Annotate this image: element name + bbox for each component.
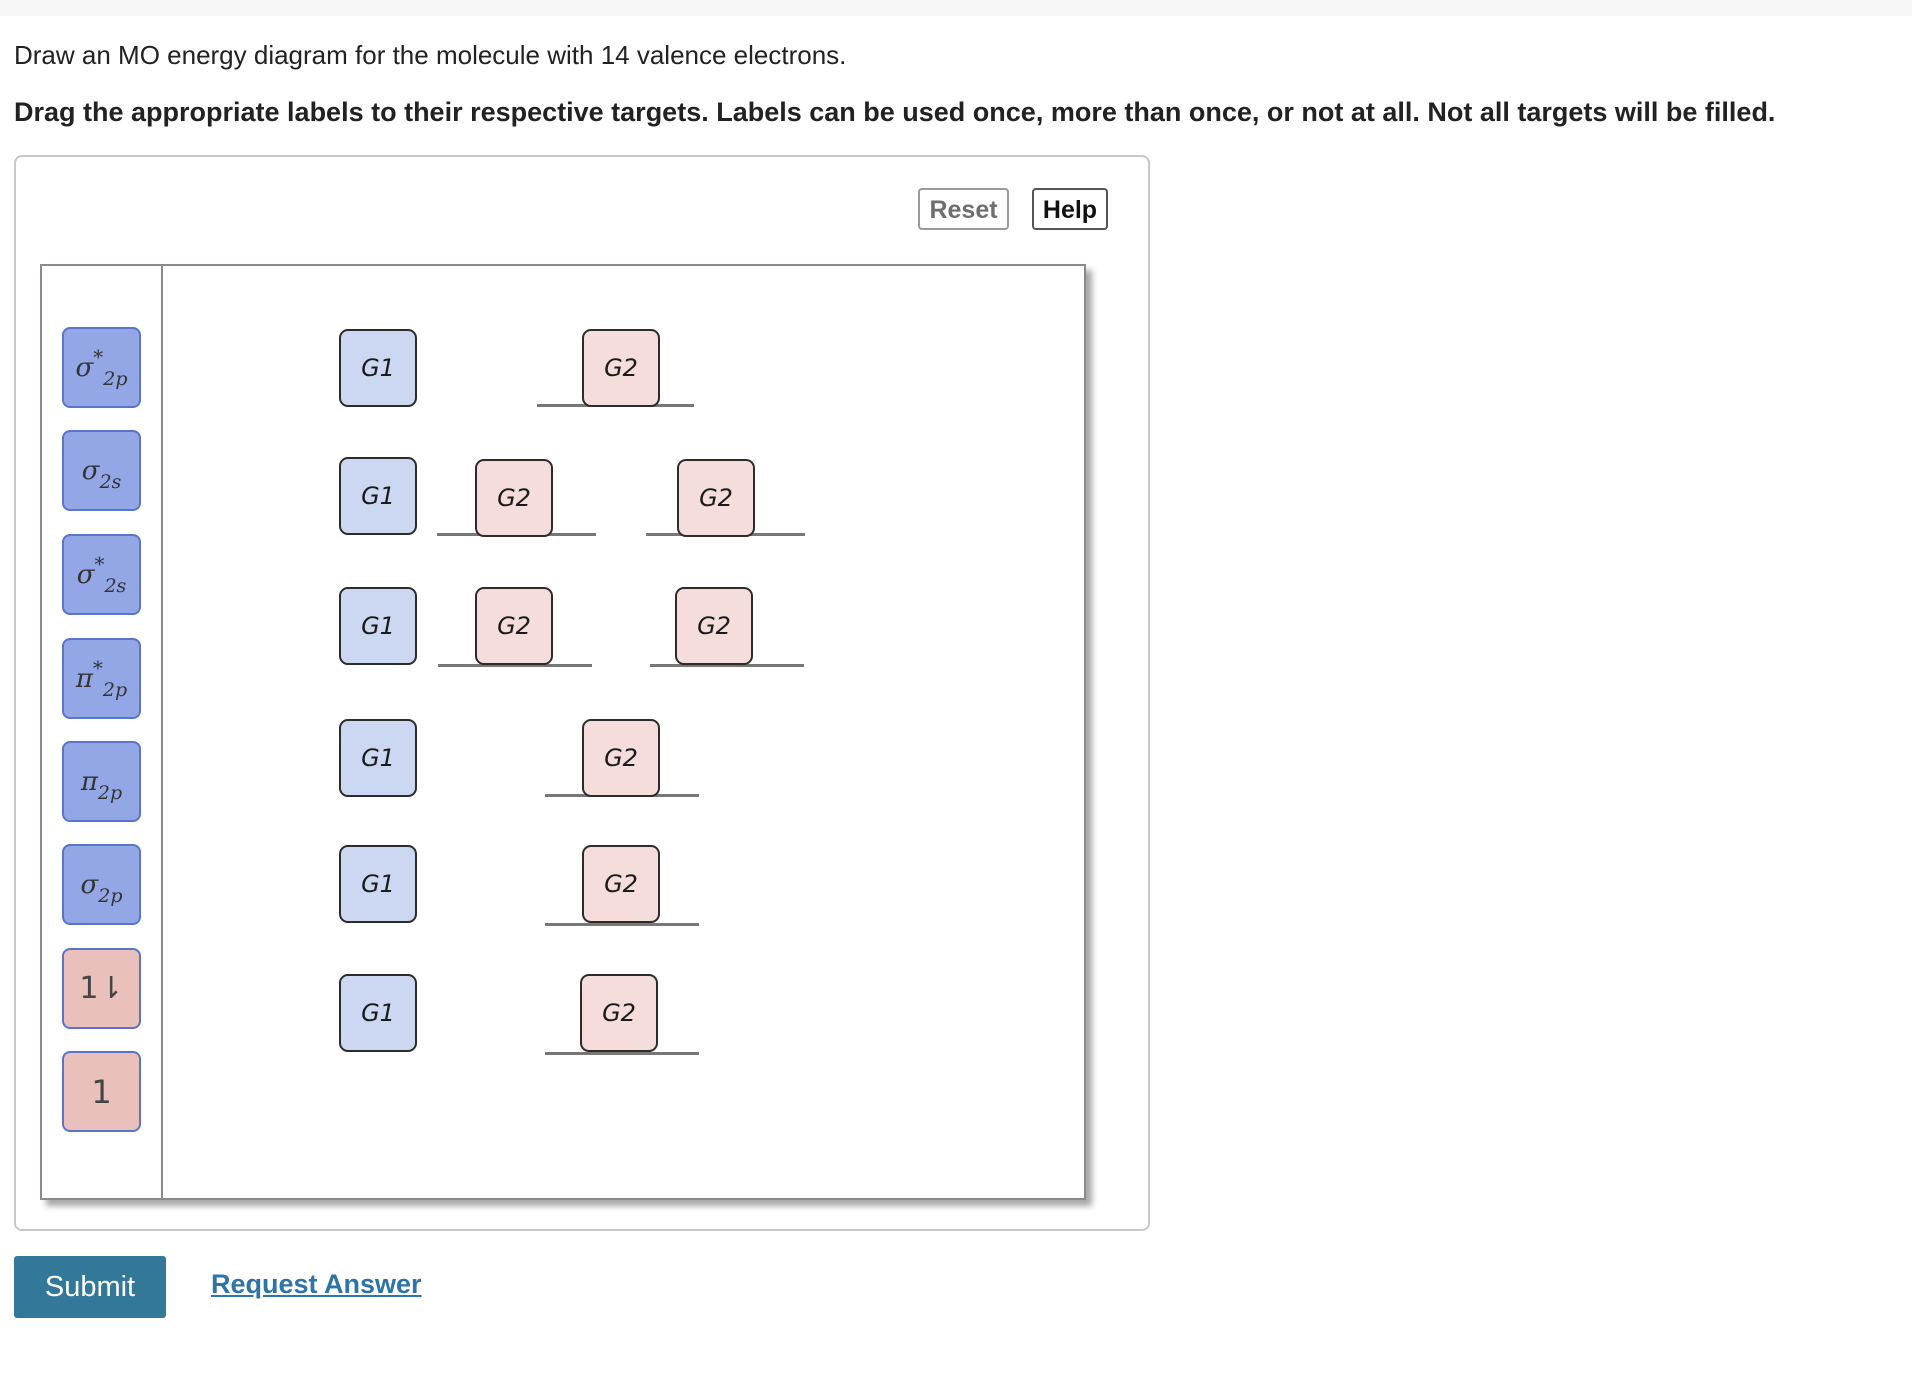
request-answer-link[interactable]: Request Answer: [211, 1269, 422, 1299]
target-g2[interactable]: G2: [475, 587, 553, 665]
target-g2[interactable]: G2: [675, 587, 753, 665]
label-text: $\sigma_{2p}$: [80, 869, 123, 907]
label-text: $\pi^*_{2p}$: [75, 655, 128, 701]
target-g1[interactable]: G1: [339, 457, 417, 535]
target-g2[interactable]: G2: [677, 459, 755, 537]
label-text: $\sigma_{2s}$: [81, 455, 122, 493]
energy-level-line: [545, 1052, 699, 1055]
question-instructions: Drag the appropriate labels to their respective targets. Labels can be used once, more than once, or not at all. Not all targets will be filled.: [14, 97, 1776, 127]
target-g2[interactable]: G2: [582, 719, 660, 797]
top-strip: [0, 0, 1912, 16]
label-sigma-2s[interactable]: [62, 430, 141, 511]
reset-button[interactable]: Reset: [918, 188, 1009, 230]
help-button[interactable]: Help: [1032, 188, 1108, 230]
target-g2[interactable]: G2: [580, 974, 658, 1052]
up-down-arrows-icon: 1⇂: [79, 971, 124, 1006]
label-sigma-2p[interactable]: [62, 844, 141, 925]
target-g2[interactable]: G2: [582, 845, 660, 923]
target-g2[interactable]: G2: [475, 459, 553, 537]
target-g1[interactable]: G1: [339, 719, 417, 797]
target-g1[interactable]: G1: [339, 845, 417, 923]
single-electron-text: 1: [91, 1072, 112, 1111]
submit-button[interactable]: Submit: [14, 1256, 166, 1318]
target-g2[interactable]: G2: [582, 329, 660, 407]
question-prompt: Draw an MO energy diagram for the molecule with 14 valence electrons.: [14, 40, 847, 70]
label-pi-star-2p[interactable]: [62, 638, 141, 719]
target-g1[interactable]: G1: [339, 587, 417, 665]
label-text: $\sigma^*_{2p}$: [75, 344, 128, 390]
energy-level-line: [545, 923, 699, 926]
target-g1[interactable]: G1: [339, 329, 417, 407]
label-text: $\sigma^*_{2s}$: [76, 551, 127, 597]
target-g1[interactable]: G1: [339, 974, 417, 1052]
label-text: $\pi_{2p}$: [80, 766, 123, 804]
label-single-electron[interactable]: [62, 1051, 141, 1132]
label-bank-divider: [161, 266, 163, 1198]
label-sigma-star-2s[interactable]: [62, 534, 141, 615]
label-paired-electrons[interactable]: [62, 948, 141, 1029]
label-sigma-star-2p[interactable]: [62, 327, 141, 408]
label-pi-2p[interactable]: [62, 741, 141, 822]
